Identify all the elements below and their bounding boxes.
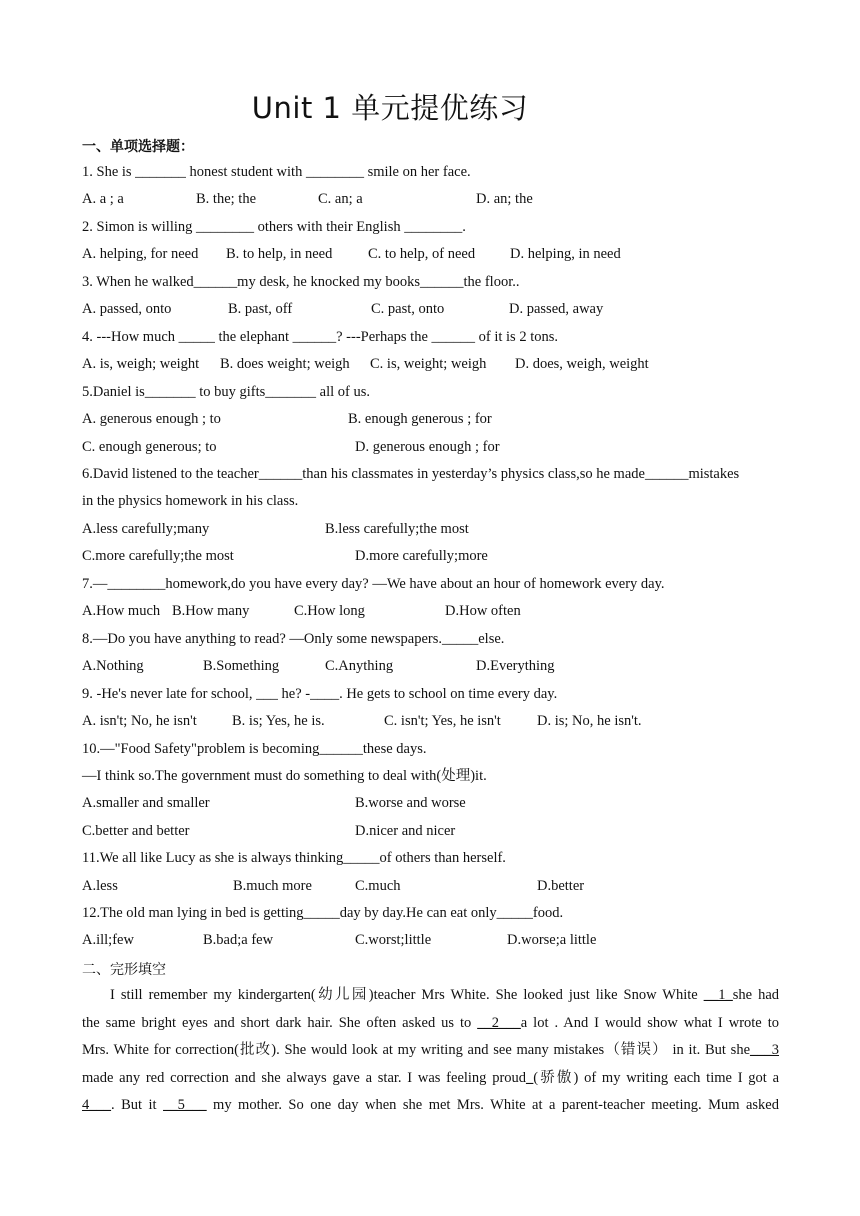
question-6-option-a: A.less carefully;many (82, 521, 210, 537)
question-4-option-c: C. is, weight; weigh (370, 356, 487, 372)
cloze-text: made any red correction and she always gave a star. I was feeling proud (82, 1070, 527, 1086)
section-cloze-heading: 二、完形填空 (82, 962, 166, 978)
question-3-stem: 3. When he walked______my desk, he knocked my books______the floor.. (82, 274, 520, 290)
question-1-option-d: D. an; the (476, 191, 533, 207)
question-8-option-a: A.Nothing (82, 658, 144, 674)
question-10-option-a: A.smaller and smaller (82, 795, 210, 811)
question-7-option-c: C.How long (294, 603, 365, 619)
question-8-option-d: D.Everything (476, 658, 555, 674)
cloze-text: I still remember my kindergarten(幼儿园)teacher Mrs White. She looked just like Snow White (110, 987, 704, 1003)
question-6-stem-line1: 6.David listened to the teacher______than his classmates in yesterday’s physics class,so he made______mistakes (82, 466, 740, 482)
question-6-option-b: B.less carefully;the most (325, 521, 469, 537)
question-5-option-d: D. generous enough ; for (355, 439, 500, 455)
question-10-option-c: C.better and better (82, 823, 190, 839)
question-12-stem: 12.The old man lying in bed is getting_____day by day.He can eat only_____food. (82, 905, 564, 921)
question-12-option-a: A.ill;few (82, 932, 134, 948)
question-6-stem-line2: in the physics homework in his class. (82, 493, 299, 509)
cloze-text: (骄傲) of my writing each time I got a (533, 1070, 779, 1086)
cloze-blank-3: ___3 (750, 1042, 779, 1058)
cloze-text: my mother. So one day when she met Mrs. White at a parent-teacher meeting. Mum asked (206, 1097, 779, 1113)
cloze-line-1 (110, 986, 779, 1004)
cloze-line-4 (82, 1069, 779, 1087)
question-5-option-b: B. enough generous ; for (348, 411, 492, 427)
question-5-option-c: C. enough generous; to (82, 439, 217, 455)
question-3-option-d: D. passed, away (509, 301, 604, 317)
question-2-stem: 2. Simon is willing ________ others with their English ________. (82, 219, 466, 235)
question-4-option-d: D. does, weigh, weight (515, 356, 649, 372)
question-7-option-a: A.How much (82, 603, 161, 619)
question-6-option-c: C.more carefully;the most (82, 548, 234, 564)
cloze-underline-mark: _ (526, 1070, 534, 1086)
question-8-option-b: B.Something (203, 658, 280, 674)
question-5-option-a: A. generous enough ; to (82, 411, 221, 427)
question-1-option-a: A. a ; a (82, 191, 124, 207)
question-11-option-c: C.much (355, 878, 401, 894)
question-2-option-a: A. helping, for need (82, 246, 199, 262)
question-5-stem: 5.Daniel is_______ to buy gifts_______ all of us. (82, 384, 370, 400)
question-2-option-c: C. to help, of need (368, 246, 476, 262)
question-4-stem: 4. ---How much _____ the elephant ______? ---Perhaps the ______ of it is 2 tons. (82, 329, 558, 345)
cloze-text: a lot . And I would show what I wrote to (520, 1015, 779, 1031)
question-9-stem: 9. -He's never late for school, ___ he? -____. He gets to school on time every day. (82, 686, 558, 702)
section-multiple-choice-heading: 一、单项选择题： (82, 139, 194, 155)
question-12-option-b: B.bad;a few (203, 932, 274, 948)
cloze-line-5 (82, 1096, 779, 1114)
question-2-option-d: D. helping, in need (510, 246, 621, 262)
cloze-text: the same bright eyes and short dark hair. She often asked us to (82, 1015, 478, 1031)
question-1-option-b: B. the; the (196, 191, 257, 207)
cloze-blank-4: 4___ (82, 1097, 111, 1113)
question-4-option-a: A. is, weigh; weight (82, 356, 200, 372)
question-10-stem-line1: 10.—"Food Safety"problem is becoming______these days. (82, 741, 427, 757)
question-7-option-b: B.How many (172, 603, 250, 619)
question-3-option-a: A. passed, onto (82, 301, 172, 317)
cloze-blank-5: __5___ (163, 1097, 207, 1113)
question-10-option-b: B.worse and worse (355, 795, 466, 811)
question-8-option-c: C.Anything (325, 658, 394, 674)
question-9-option-a: A. isn't; No, he isn't (82, 713, 197, 729)
cloze-blank-1: __1_ (703, 987, 733, 1003)
question-4-option-b: B. does weight; weigh (220, 356, 350, 372)
cloze-line-3 (82, 1041, 779, 1059)
question-11-stem: 11.We all like Lucy as she is always thinking_____of others than herself. (82, 850, 506, 866)
question-10-stem-line2: —I think so.The government must do something to deal with(处理)it. (82, 768, 487, 784)
question-8-stem: 8.—Do you have anything to read? —Only some newspapers._____else. (82, 631, 505, 647)
question-7-stem: 7.—________homework,do you have every day? —We have about an hour of homework every day. (82, 576, 665, 592)
cloze-text: Mrs. White for correction(批改). She would look at my writing and see many mistakes（错误） in it. But she (82, 1042, 750, 1058)
question-3-option-c: C. past, onto (371, 301, 445, 317)
question-12-option-c: C.worst;little (355, 932, 432, 948)
question-1-option-c: C. an; a (318, 191, 363, 207)
question-12-option-d: D.worse;a little (507, 932, 597, 948)
question-3-option-b: B. past, off (228, 301, 293, 317)
page-title: Unit 1 单元提优练习 (251, 91, 529, 125)
question-11-option-d: D.better (537, 878, 585, 894)
question-1-stem: 1. She is _______ honest student with ________ smile on her face. (82, 164, 471, 180)
question-6-option-d: D.more carefully;more (355, 548, 488, 564)
cloze-line-2 (82, 1014, 779, 1032)
cloze-text: she had (732, 987, 780, 1003)
cloze-text: . But it (111, 1097, 164, 1113)
question-7-option-d: D.How often (445, 603, 521, 619)
question-9-option-d: D. is; No, he isn't. (537, 713, 642, 729)
question-11-option-b: B.much more (233, 878, 312, 894)
question-9-option-b: B. is; Yes, he is. (232, 713, 325, 729)
cloze-blank-2: __2___ (477, 1015, 521, 1031)
question-2-option-b: B. to help, in need (226, 246, 333, 262)
question-10-option-d: D.nicer and nicer (355, 823, 456, 839)
question-9-option-c: C. isn't; Yes, he isn't (384, 713, 501, 729)
question-11-option-a: A.less (82, 878, 118, 894)
